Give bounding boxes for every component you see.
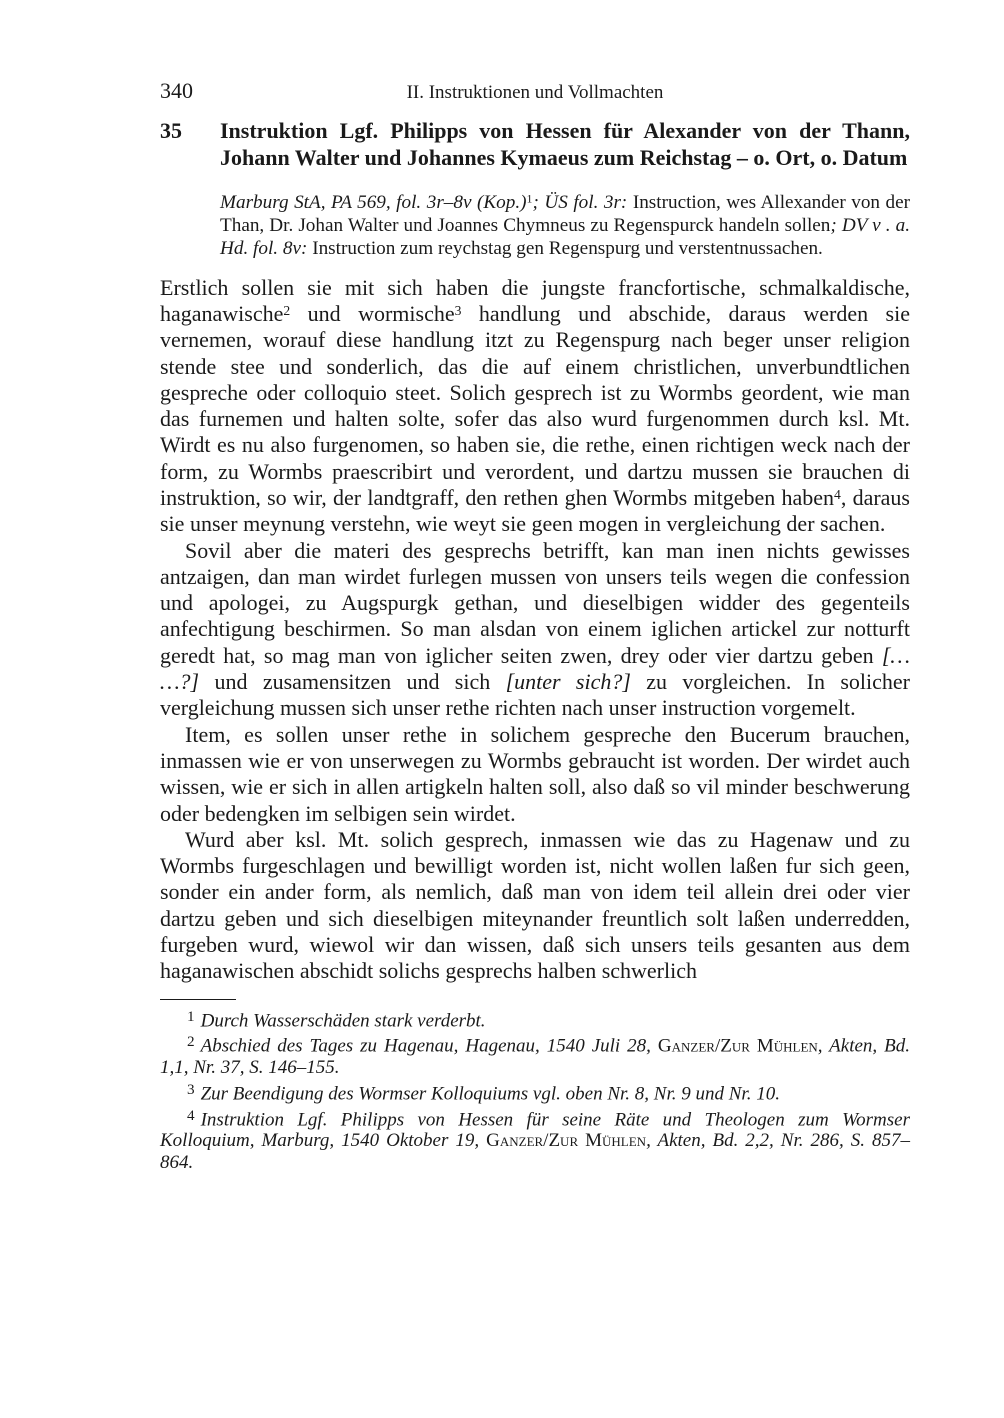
paragraph-3: Item, es sollen unser rethe in solichem gespreche den Bucerum brauchen, inmassen wie er von unserwegen zu Wormbs gebraucht ist worden. Der wirdet auch wissen, wie er sich in allen artigkeln halten soll, also daß so vil minder beschwerung oder bedengken im selbigen sein wirdet. [160,721,910,826]
dv-label: ; DV v . a. Hd. fol. 8v: [220,215,910,260]
footnote-3-text: Zur Beendigung des Wormser Kolloquiums vgl. oben Nr. 8, Nr. 9 und Nr. 10. [200,1083,780,1105]
running-title: II. Instruktionen und Vollmachten [406,82,664,103]
footnote-ref-2[interactable]: 2 [283,302,291,318]
source-note [220,191,910,261]
footnote-4 [160,1105,910,1174]
footnote-4-number: 4 [187,1106,195,1124]
footnote-3 [160,1079,910,1105]
editorial-conjecture-1: [… …?] [160,642,910,695]
dv-text: Instruction zum reychstag gen Regenspurg und verstentnussachen. [307,238,823,260]
footnote-ref-1[interactable]: 1 [526,191,533,206]
paragraph-1 [160,275,910,538]
main-text [160,275,910,985]
footnote-2-number: 2 [187,1033,195,1051]
page [160,78,910,1173]
footnote-2-text-b: , Akten, Bd. 1,1, Nr. 37, S. 146–155. [160,1035,910,1079]
archive-reference: Marburg StA, PA 569, fol. 3r–8v (Kop.) [220,192,527,213]
page-number: 340 [160,78,193,103]
paragraph-1-text-b: und wormische [290,300,455,326]
paragraph-1-text-d: , daraus sie unser meynung verstehn, wie weyt sie geen mogen in vergleichung der sachen. [160,484,910,537]
document-title: Instruktion Lgf. Philipps von Hessen für Alexander von der Thann, Johann Walter und Johannes Kymaeus zum Reichstag – o. Ort, o. Datum [220,118,910,170]
paragraph-2-text-a: Sovil aber die materi des gesprechs betrifft, kan man inen nichts gewisses antzaigen, dan man wirdet furlegen mussen von unsers teils wegen die confession und apologei, zu Augspurgk gethan, und dieselbigen widder des gegenteils anfechtigung beschirmen. So man alsdan von einem iglichen artickel zur notturft geredt hat, so mag man von iglicher seiten zwen, drey oder vier dartzu geben [160,537,910,668]
paragraph-2-text-b: und zusamensitzen und sich [199,669,506,695]
footnote-1-number: 1 [187,1007,195,1025]
footnote-ref-3[interactable]: 3 [454,302,462,318]
footnote-4-text-b: , Akten, Bd. 2,2, Nr. 286, S. 857–864. [160,1130,910,1173]
running-head [160,78,910,108]
paragraph-1-text-c: handlung und abschide, daraus werden sie vernemen, worauf diese handlung itzt zu Regenspurg nach beger unser religion stende stee und sonderlich, das die auf einem christlichen, unverbundtlichen gespreche oder colloquio steet. Solich gesprech ist zu Wormbs geordent, wie man das furnemen und halten solte, sofer das also wurd furgenommen durch ksl. Mt. Wirdt es nu also furgenomen, so haben sie, die rethe, einen richtigen weck nach der form, zu Wormbs praescribirt und verordent, und dartzu mussen sie brauchen di instruktion, so wir, der landtgraff, den rethen ghen Wormbs mitgeben haben [160,300,910,510]
paragraph-4: Wurd aber ksl. Mt. solich gesprech, inmassen wie das zu Hagenaw und zu Wormbs furgeschlagen und bewilligt worden ist, nicht wollen laßen fur sich geen, sonder ein ander form, als nemlich, daß man von idem teil allein drei oder vier dartzu geben und sich dieselbigen miteynander freuntlich solt laßen underredden, furgeben wurd, wiewol wir dan wissen, daß sich unsers teils gesanten aus dem haganawischen abschidt solichs gesprechs halben schwerlich [160,826,910,984]
footnote-3-number: 3 [187,1080,195,1098]
paragraph-1-text-a: Erstlich sollen sie mit sich haben die jungste francfortische, schmalkaldische, haganawische [160,274,910,326]
footnote-2-text-a: Abschied des Tages zu Hagenau, Hagenau, 1540 Juli 28, [200,1035,658,1057]
footnote-4-authors: Ganzer/Zur Mühlen [486,1130,647,1152]
footnote-1-text: Durch Wasserschäden stark verderbt. [200,1009,486,1031]
footnote-2 [160,1031,910,1078]
paragraph-2-text-c: zu vorgleichen. In solicher vergleichung mussen sich unser rethe richten nach unser instruction vorgemelt. [160,669,910,721]
footnote-4-text-a: Instruktion Lgf. Philipps von Hessen für seine Räte und Theologen zum Wormser Kolloquium, Marburg, 1540 Oktober 19, [160,1108,910,1152]
document-number: 35 [160,118,182,143]
document-heading [160,118,910,171]
editorial-conjecture-2: [unter sich?] [505,669,631,695]
footnotes [160,1006,910,1174]
us-label: ; ÜS fol. 3r: [532,192,628,213]
footnote-1 [160,1006,910,1032]
us-text: Instruction, wes Allexander von der Than, Dr. Johan Walter und Joannes Chymneus zu Regenspurck handeln sollen [220,192,911,237]
footnote-divider [160,999,236,1000]
footnote-ref-4[interactable]: 4 [834,486,841,502]
footnote-2-authors: Ganzer/Zur Mühlen [657,1035,818,1057]
paragraph-2 [160,538,910,722]
